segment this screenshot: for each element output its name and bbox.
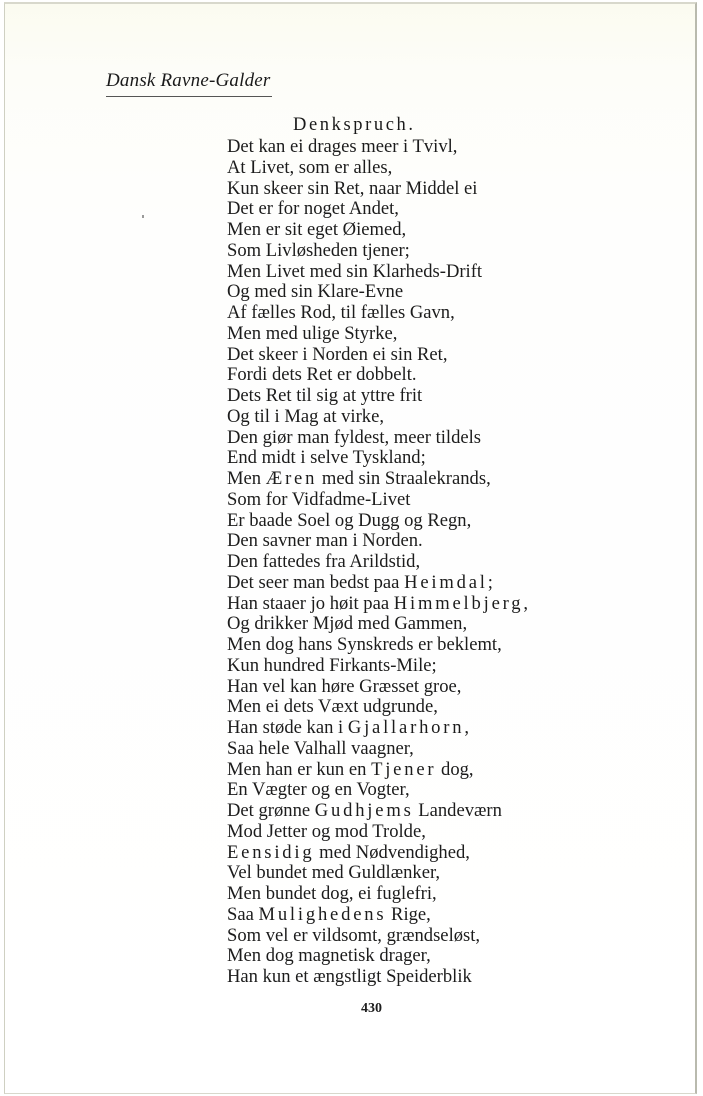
- poem-line: [227, 241, 528, 262]
- poem-line: [227, 926, 528, 947]
- line-text: Det seer man bedst paa: [227, 571, 405, 593]
- page-number: 430: [361, 1001, 382, 1016]
- spaced-emphasis: Æren: [265, 468, 318, 489]
- poem-line: [227, 801, 528, 822]
- poem-line: [227, 158, 528, 179]
- line-text: Dets Ret til sig at yttre frit: [227, 385, 423, 406]
- line-text: Af fælles Rod, til fælles Gavn,: [227, 302, 455, 323]
- poem-line: [227, 469, 528, 490]
- poem-line: [227, 822, 528, 843]
- poem-line: [227, 428, 528, 449]
- poem-line: [227, 511, 528, 532]
- spaced-emphasis: Gjallarhorn: [347, 717, 465, 738]
- line-text: ,: [464, 717, 470, 738]
- line-text: ,: [523, 592, 529, 614]
- poem-line: [227, 573, 528, 594]
- poem-line: [227, 863, 528, 884]
- line-text: ;: [487, 571, 493, 593]
- line-text: Som vel er vildsomt, grændseløst,: [227, 924, 481, 946]
- line-text: Og med sin Klare-Evne: [227, 281, 404, 303]
- poem-line: [227, 614, 528, 635]
- line-text: Som Livløsheden tjener;: [227, 239, 410, 261]
- poem-line: [227, 407, 528, 428]
- book-page: [4, 2, 697, 1094]
- line-text: Han staaer jo høit paa: [227, 592, 394, 614]
- line-text: Fordi dets Ret er dobbelt.: [227, 364, 417, 386]
- line-text: Men ei dets Væxt udgrunde,: [227, 696, 438, 718]
- line-text: End midt i selve Tyskland;: [227, 447, 426, 469]
- poem-line: [227, 967, 528, 988]
- spaced-emphasis: Mulighedens: [258, 903, 387, 925]
- poem-line: [227, 137, 528, 158]
- line-text: Men dog magnetisk drager,: [227, 945, 431, 967]
- line-text: dog,: [436, 758, 474, 780]
- poem-line: [227, 760, 528, 781]
- poem-line: [227, 490, 528, 511]
- line-text: Saa hele Valhall vaagner,: [227, 737, 414, 759]
- line-text: Men: [227, 468, 266, 489]
- poem-line: [227, 780, 528, 801]
- poem-line: [227, 531, 528, 552]
- poem-line: [227, 282, 528, 303]
- poem-line: [227, 739, 528, 760]
- line-text: At Livet, som er alles,: [227, 156, 393, 178]
- poem-line: [227, 718, 528, 739]
- poem-line: [227, 262, 528, 283]
- poem-title: Denkspruch.: [293, 115, 416, 135]
- paper-speck: [142, 215, 144, 218]
- line-text: Vel bundet med Guldlænker,: [227, 862, 441, 884]
- poem-line: [227, 656, 528, 677]
- line-text: Men dog hans Synskreds er beklemt,: [227, 634, 502, 655]
- poem-line: [227, 905, 528, 926]
- line-text: Men er sit eget Øiemed,: [227, 219, 407, 240]
- line-text: Er baade Soel og Dugg og Regn,: [227, 509, 472, 531]
- poem-line: [227, 946, 528, 967]
- running-head: Dansk Ravne-Galder: [106, 70, 271, 91]
- poem-line: [227, 552, 528, 573]
- poem-line: [227, 635, 528, 656]
- line-text: Rige,: [386, 903, 431, 925]
- line-text: Det kan ei drages meer i Tvivl,: [227, 136, 458, 157]
- line-text: med Nødvendighed,: [314, 841, 470, 863]
- line-text: Han støde kan i: [227, 717, 348, 738]
- line-text: Men med ulige Styrke,: [227, 322, 398, 344]
- line-text: Den savner man i Norden.: [227, 530, 423, 552]
- spaced-emphasis: Tjener: [371, 758, 437, 780]
- poem-line: [227, 179, 528, 200]
- poem-line: [227, 843, 528, 864]
- poem-line: [227, 365, 528, 386]
- line-text: Men han er kun en: [227, 758, 372, 780]
- running-head-rule: [106, 96, 272, 97]
- line-text: Men bundet dog, ei fuglefri,: [227, 883, 437, 904]
- poem-line: [227, 324, 528, 345]
- poem-line: [227, 594, 528, 615]
- line-text: En Vægter og en Vogter,: [227, 779, 410, 801]
- line-text: Den fattedes fra Arildstid,: [227, 551, 421, 572]
- poem-body: [227, 137, 528, 988]
- poem-line: [227, 386, 528, 407]
- poem-line: [227, 697, 528, 718]
- line-text: Kun skeer sin Ret, naar Middel ei: [227, 177, 478, 199]
- line-text: Han kun et ængstligt Speiderblik: [227, 966, 472, 987]
- line-text: Og til i Mag at virke,: [227, 405, 384, 427]
- line-text: Det skeer i Norden ei sin Ret,: [227, 343, 448, 365]
- poem-line: [227, 677, 528, 698]
- spaced-emphasis: Himmelbjerg: [393, 592, 524, 614]
- poem-line: [227, 199, 528, 220]
- line-text: Som for Vidfadme-Livet: [227, 488, 411, 510]
- poem-line: [227, 345, 528, 366]
- poem-line: [227, 303, 528, 324]
- line-text: Saa: [227, 903, 259, 925]
- line-text: Men Livet med sin Klarheds-Drift: [227, 260, 483, 282]
- spaced-emphasis: Gudhjems: [314, 800, 414, 821]
- poem-line: [227, 448, 528, 469]
- line-text: Mod Jetter og mod Trolde,: [227, 820, 426, 842]
- line-text: Det er for noget Andet,: [227, 198, 399, 220]
- line-text: med sin Straalekrands,: [317, 468, 491, 489]
- spaced-emphasis: Heimdal: [404, 571, 488, 593]
- line-text: Kun hundred Firkants-Mile;: [227, 654, 437, 676]
- line-text: Det grønne: [227, 800, 315, 821]
- line-text: Og drikker Mjød med Gammen,: [227, 613, 468, 635]
- poem-line: [227, 884, 528, 905]
- line-text: Landeværn: [413, 800, 502, 821]
- line-text: Han vel kan høre Græsset groe,: [227, 675, 462, 697]
- line-text: Den giør man fyldest, meer tildels: [227, 426, 482, 448]
- spaced-emphasis: Eensidig: [227, 841, 315, 863]
- poem-line: [227, 220, 528, 241]
